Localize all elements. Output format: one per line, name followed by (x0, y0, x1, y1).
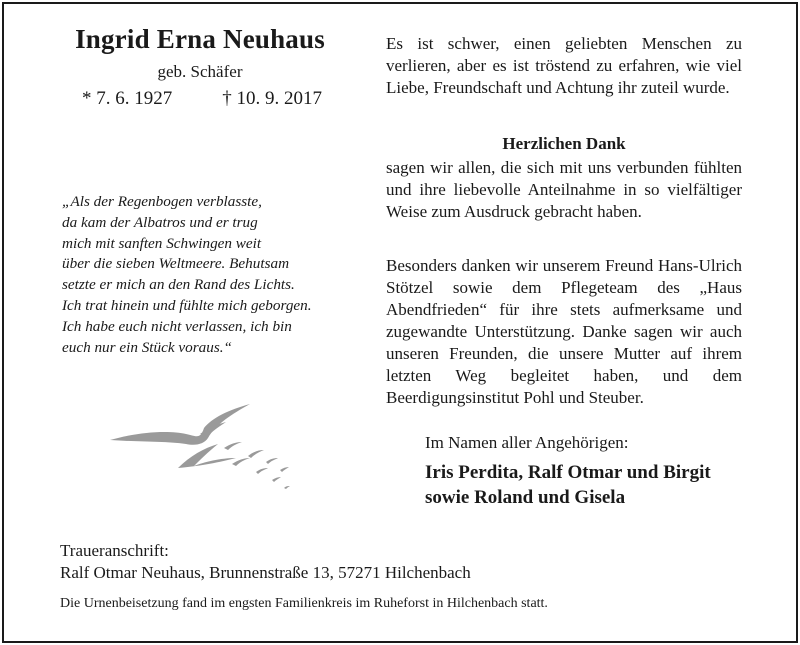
death-date: † 10. 9. 2017 (222, 88, 322, 109)
thanks-paragraph: sagen wir allen, die sich mit uns verbunden fühlten und ihre liebevolle Anteilnahme in so vielfältiger Weise zum Ausdruck gebracht haben. (386, 158, 742, 221)
address-label: Traueranschrift: (60, 541, 169, 560)
bird-icon (280, 467, 289, 472)
poem-line: mich mit sanften Schwingen weit (62, 234, 262, 252)
bird-icon (284, 486, 290, 489)
poem-line: Ich habe euch nicht verlassen, ich bin (62, 317, 292, 335)
poem-line: über die sieben Weltmeere. Behutsam (62, 255, 290, 273)
bird-icon (224, 442, 242, 450)
bird-icon (266, 458, 278, 464)
poem-line: „Als der Regenbogen verblasste, (62, 193, 262, 210)
mourning-address: Ralf Otmar Neuhaus, Brunnenstraße 13, 57271 Hilchenbach (60, 563, 471, 582)
bird-icon (256, 468, 268, 474)
poem-line: setzte er mich an den Rand des Lichts. (62, 276, 295, 294)
special-thanks-paragraph: Besonders danken wir unserem Freund Hans-Ulrich Stötzel sowie dem Pflegeteam des „Haus Abendfrieden“ für ihre stets aufmerksame und zugewandte Unterstützung. Danke sagen wir auch unseren Freunden, die unsere Mutter auf ihrem letzten Weg begleitet haben, und dem Beerdigungsinstitut Pohl und Steuber. (386, 256, 742, 407)
poem-line: euch nur ein Stück voraus.“ (62, 338, 232, 356)
albatross-birds-illustration (108, 400, 298, 492)
birth-date: * 7. 6. 1927 (82, 88, 173, 109)
thanks-heading: Herzlichen Dank (502, 134, 626, 153)
family-names-line: Iris Perdita, Ralf Otmar und Birgit (425, 462, 711, 483)
deceased-name: Ingrid Erna Neuhaus (75, 24, 325, 54)
bird-icon (272, 477, 281, 482)
burial-note: Die Urnenbeisetzung fand im engsten Familienkreis im Ruheforst in Hilchenbach statt. (60, 596, 548, 611)
maiden-name: geb. Schäfer (157, 62, 243, 81)
poem-line: da kam der Albatros und er trug (62, 213, 258, 231)
bird-icon (248, 450, 264, 458)
poem (62, 192, 362, 358)
family-names (425, 460, 711, 510)
bird-icon (232, 458, 250, 466)
intro-paragraph: Es ist schwer, einen geliebten Menschen zu verlieren, aber es ist tröstend zu erfahren, wie viel Liebe, Freundschaft und Achtung ihr zuteil wurde. (386, 34, 742, 97)
family-names-line: sowie Roland und Gisela (425, 487, 626, 508)
life-dates (82, 88, 322, 110)
albatross-icon (110, 404, 250, 445)
poem-line: Ich trat hinein und fühlte mich geborgen. (62, 296, 312, 314)
signoff-intro: Im Namen aller Angehörigen: (425, 433, 629, 452)
